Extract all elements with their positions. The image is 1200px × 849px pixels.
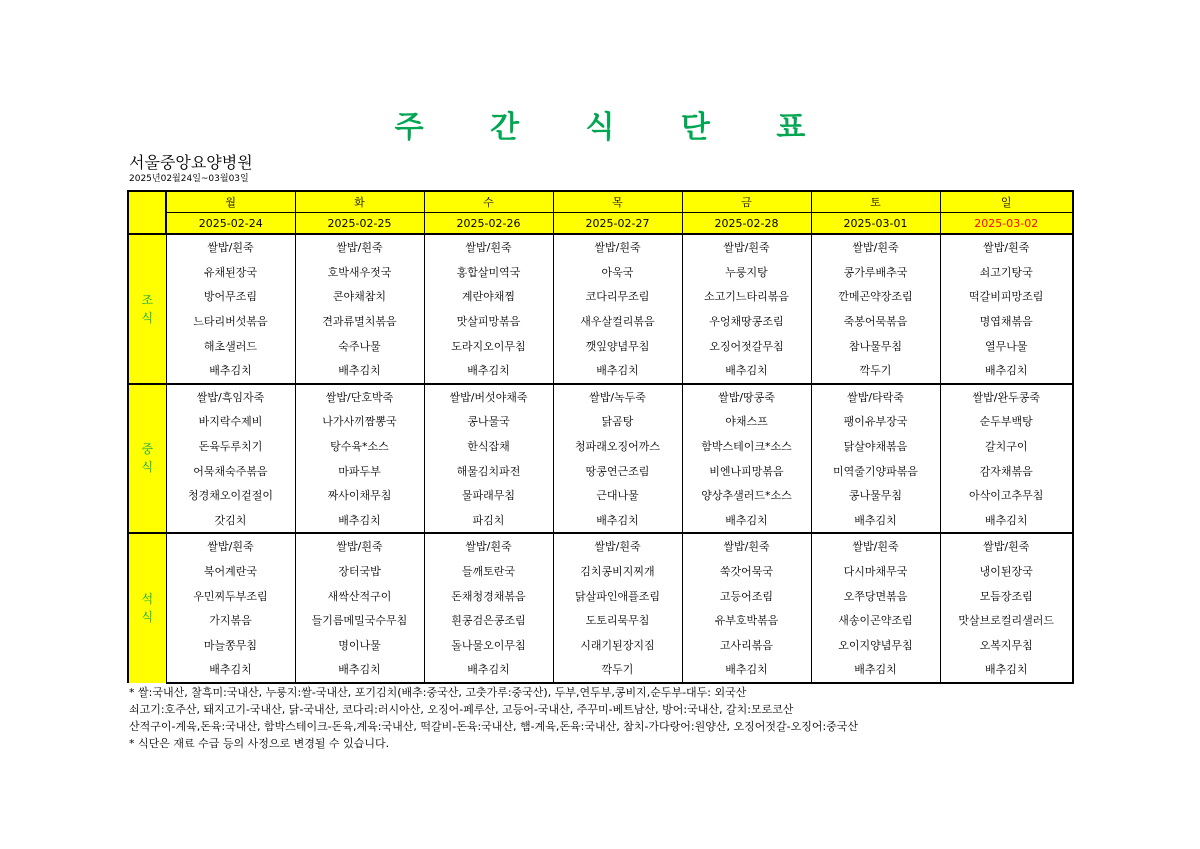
menu-item: 배추김치 [940,358,1073,384]
note-line: * 쌀:국내산, 찰흑미:국내산, 누룽지:쌀-국내산, 포기김치(배추:중국산, 고춧가루:중국산), 두부,연두부,콩비지,순두부-대두: 외국산 [129,686,747,699]
menu-item: 쌀밥/흰죽 [424,533,553,559]
menu-item: 배추김치 [682,358,811,384]
table-row [128,657,1073,683]
menu-item: 시래기된장지짐 [553,633,682,658]
table-row [128,409,1073,434]
menu-item: 견과류멸치볶음 [295,309,424,334]
menu-item: 청경채오이겉절이 [166,483,295,508]
meal-label-char: 석 [141,592,154,607]
date-header-sun: 2025-03-02 [940,213,1073,235]
menu-item: 파김치 [424,508,553,534]
menu-item: 냉이된장국 [940,559,1073,584]
menu-item: 장터국밥 [295,559,424,584]
menu-item: 배추김치 [295,657,424,683]
menu-item: 쌀밥/완두콩죽 [940,384,1073,410]
menu-item: 소고기느타리볶음 [682,284,811,309]
menu-item: 쌀밥/흰죽 [682,234,811,260]
menu-item: 도토리묵무침 [553,608,682,633]
hospital-name: 서울중앙요양병원 [129,153,253,172]
note-line: 산적구이-계육,돈육:국내산, 함박스테이크-돈육,계육:국내산, 떡갈비-돈육:국내산, 햄-계육,돈육:국내산, 참치-가다랑어:원양산, 오징어젓갈-오징어:중국산 [129,720,859,733]
menu-item: 쌀밥/흰죽 [553,234,682,260]
menu-item: 돈채청경채볶음 [424,583,553,608]
meal-label-char: 조 [141,292,154,307]
meal-label-lunch [128,384,166,534]
menu-item: 감자채볶음 [940,458,1073,483]
menu-item: 흰콩검은콩조림 [424,608,553,633]
meal-label-char: 식 [141,310,154,325]
menu-item: 코다리무조림 [553,284,682,309]
menu-item: 쌀밥/흑임자죽 [166,384,295,410]
table-row [128,358,1073,384]
table-row [128,260,1073,285]
menu-item: 방어무조림 [166,284,295,309]
menu-item: 돌나물오이무침 [424,633,553,658]
table-row [128,559,1073,584]
menu-item: 우민찌두부조림 [166,583,295,608]
menu-item: 근대나물 [553,483,682,508]
menu-item: 닭곰탕 [553,409,682,434]
day-header-fri: 금 [682,191,811,213]
menu-item: 떡갈비피망조림 [940,284,1073,309]
table-row [128,508,1073,534]
menu-item: 나가사끼짬뽕국 [295,409,424,434]
date-header-thu: 2025-02-27 [553,213,682,235]
menu-item: 바지락수제비 [166,409,295,434]
menu-item: 비엔나피망볶음 [682,458,811,483]
table-row [128,458,1073,483]
menu-item: 명이나물 [295,633,424,658]
meal-label-char: 중 [141,442,154,457]
menu-item: 계란야채찜 [424,284,553,309]
menu-period: 2025년02월24일~03월03일 [129,174,249,184]
menu-item: 배추김치 [811,508,940,534]
menu-item: 쌀밥/녹두죽 [553,384,682,410]
table-row [128,309,1073,334]
menu-item: 가지볶음 [166,608,295,633]
menu-item: 쌀밥/흰죽 [553,533,682,559]
menu-item: 새우살컬리볶음 [553,309,682,334]
table-row [128,284,1073,309]
date-header-fri: 2025-02-28 [682,213,811,235]
meal-label-char: 식 [141,460,154,475]
menu-item: 다시마채무국 [811,559,940,584]
menu-item: 콩나물무침 [811,483,940,508]
menu-item: 마늘쫑무침 [166,633,295,658]
menu-item: 느타리버섯볶음 [166,309,295,334]
day-header-sat: 토 [811,191,940,213]
menu-item: 오복지무침 [940,633,1073,658]
menu-item: 쌀밥/흰죽 [940,234,1073,260]
menu-item: 쌀밥/흰죽 [811,234,940,260]
date-header-wed: 2025-02-26 [424,213,553,235]
menu-item: 새싹산적구이 [295,583,424,608]
menu-item: 쌀밥/흰죽 [682,533,811,559]
menu-item: 홍합살미역국 [424,260,553,285]
day-header-sun: 일 [940,191,1073,213]
table-row [128,234,1073,260]
menu-item: 고사리볶음 [682,633,811,658]
menu-item: 유부호박볶음 [682,608,811,633]
table-row [128,333,1073,358]
menu-body [128,234,1073,683]
menu-item: 깍두기 [553,657,682,683]
day-header-wed: 수 [424,191,553,213]
menu-item: 배추김치 [811,657,940,683]
menu-item: 해초샐러드 [166,333,295,358]
menu-item: 순두부백탕 [940,409,1073,434]
notes [129,684,858,752]
menu-item: 배추김치 [940,657,1073,683]
menu-item: 닭살파인애플조림 [553,583,682,608]
menu-item: 누룽지탕 [682,260,811,285]
menu-item: 오징어젓갈무침 [682,333,811,358]
menu-item: 도라지오이무침 [424,333,553,358]
menu-item: 땅콩연근조림 [553,458,682,483]
menu-item: 닭살야채볶음 [811,434,940,459]
menu-item: 참나물무침 [811,333,940,358]
meal-label-dinner [128,533,166,683]
menu-item: 오쭈당면볶음 [811,583,940,608]
menu-item: 들깨토란국 [424,559,553,584]
menu-item: 배추김치 [553,508,682,534]
menu-item: 쌀밥/흰죽 [295,234,424,260]
table-row [128,608,1073,633]
table-row [128,633,1073,658]
menu-item: 열무나물 [940,333,1073,358]
menu-item: 쌀밥/흰죽 [166,234,295,260]
table-row [128,483,1073,508]
menu-item: 짜사이채무침 [295,483,424,508]
date-header-sat: 2025-03-01 [811,213,940,235]
menu-item: 고등어조림 [682,583,811,608]
date-header-mon: 2025-02-24 [166,213,295,235]
page-title: 주 간 식 단 표 [394,110,834,145]
menu-item: 배추김치 [553,358,682,384]
menu-item: 쌀밥/땅콩죽 [682,384,811,410]
menu-item: 아욱국 [553,260,682,285]
menu-item: 해물김치파전 [424,458,553,483]
menu-item: 쌀밥/타락죽 [811,384,940,410]
menu-item: 야채스프 [682,409,811,434]
meal-label-char: 식 [141,610,154,625]
menu-item: 콩나물국 [424,409,553,434]
menu-item: 배추김치 [940,508,1073,534]
day-header-mon: 월 [166,191,295,213]
menu-item: 콩가루배추국 [811,260,940,285]
note-line: 쇠고기:호주산, 돼지고기-국내산, 닭-국내산, 코다리:러시아산, 오징어-페루산, 고등어-국내산, 주꾸미-베트남산, 방어:국내산, 갈치:모로코산 [129,703,794,716]
menu-item: 새송이곤약조림 [811,608,940,633]
weekly-menu-table [127,190,1074,684]
menu-item: 청파래오징어까스 [553,434,682,459]
menu-item: 마파두부 [295,458,424,483]
menu-item: 명엽채볶음 [940,309,1073,334]
menu-item: 깐메곤약장조림 [811,284,940,309]
menu-item: 호박새우젓국 [295,260,424,285]
menu-item: 함박스테이크*소스 [682,434,811,459]
menu-item: 갈치구이 [940,434,1073,459]
day-header-thu: 목 [553,191,682,213]
menu-item: 물파래무침 [424,483,553,508]
menu-item: 쌀밥/흰죽 [166,533,295,559]
menu-item: 배추김치 [424,358,553,384]
menu-item: 쇠고기탕국 [940,260,1073,285]
menu-item: 맛살피망볶음 [424,309,553,334]
menu-item: 북어계란국 [166,559,295,584]
menu-item: 콘야채참치 [295,284,424,309]
menu-item: 모듬장조림 [940,583,1073,608]
menu-item: 배추김치 [424,657,553,683]
menu-item: 쌀밥/단호박죽 [295,384,424,410]
menu-item: 아삭이고추무침 [940,483,1073,508]
menu-item: 쌀밥/흰죽 [424,234,553,260]
menu-item: 숙주나물 [295,333,424,358]
menu-item: 배추김치 [682,508,811,534]
corner-cell [128,191,166,234]
menu-item: 쌀밥/흰죽 [811,533,940,559]
menu-item: 쌀밥/흰죽 [295,533,424,559]
menu-item: 깻잎양념무침 [553,333,682,358]
menu-item: 돈육두루치기 [166,434,295,459]
menu-item: 탕수육*소스 [295,434,424,459]
menu-item: 오이지양념무침 [811,633,940,658]
menu-item: 양상추샐러드*소스 [682,483,811,508]
note-line: * 식단은 재료 수급 등의 사정으로 변경될 수 있습니다. [129,737,390,750]
menu-item: 배추김치 [295,358,424,384]
menu-item: 쌀밥/버섯야채죽 [424,384,553,410]
menu-item: 팽이유부장국 [811,409,940,434]
table-row [128,533,1073,559]
menu-item: 들기름메밀국수무침 [295,608,424,633]
menu-item: 배추김치 [295,508,424,534]
meal-label-breakfast [128,234,166,384]
menu-item: 깍두기 [811,358,940,384]
menu-item: 유채된장국 [166,260,295,285]
menu-item: 맛살브로컬리샐러드 [940,608,1073,633]
menu-item: 김치콩비지찌개 [553,559,682,584]
menu-item: 갓김치 [166,508,295,534]
menu-item: 배추김치 [166,657,295,683]
menu-item: 쑥갓어묵국 [682,559,811,584]
menu-item: 배추김치 [166,358,295,384]
menu-item: 우엉채땅콩조림 [682,309,811,334]
date-header-tue: 2025-02-25 [295,213,424,235]
table-row [128,583,1073,608]
menu-item: 쌀밥/흰죽 [940,533,1073,559]
day-header-tue: 화 [295,191,424,213]
menu-item: 배추김치 [682,657,811,683]
menu-item: 한식잡채 [424,434,553,459]
menu-item: 어묵채숙주볶음 [166,458,295,483]
table-row [128,384,1073,410]
table-row [128,434,1073,459]
menu-item: 미역줄기양파볶음 [811,458,940,483]
menu-item: 죽봉어묵볶음 [811,309,940,334]
